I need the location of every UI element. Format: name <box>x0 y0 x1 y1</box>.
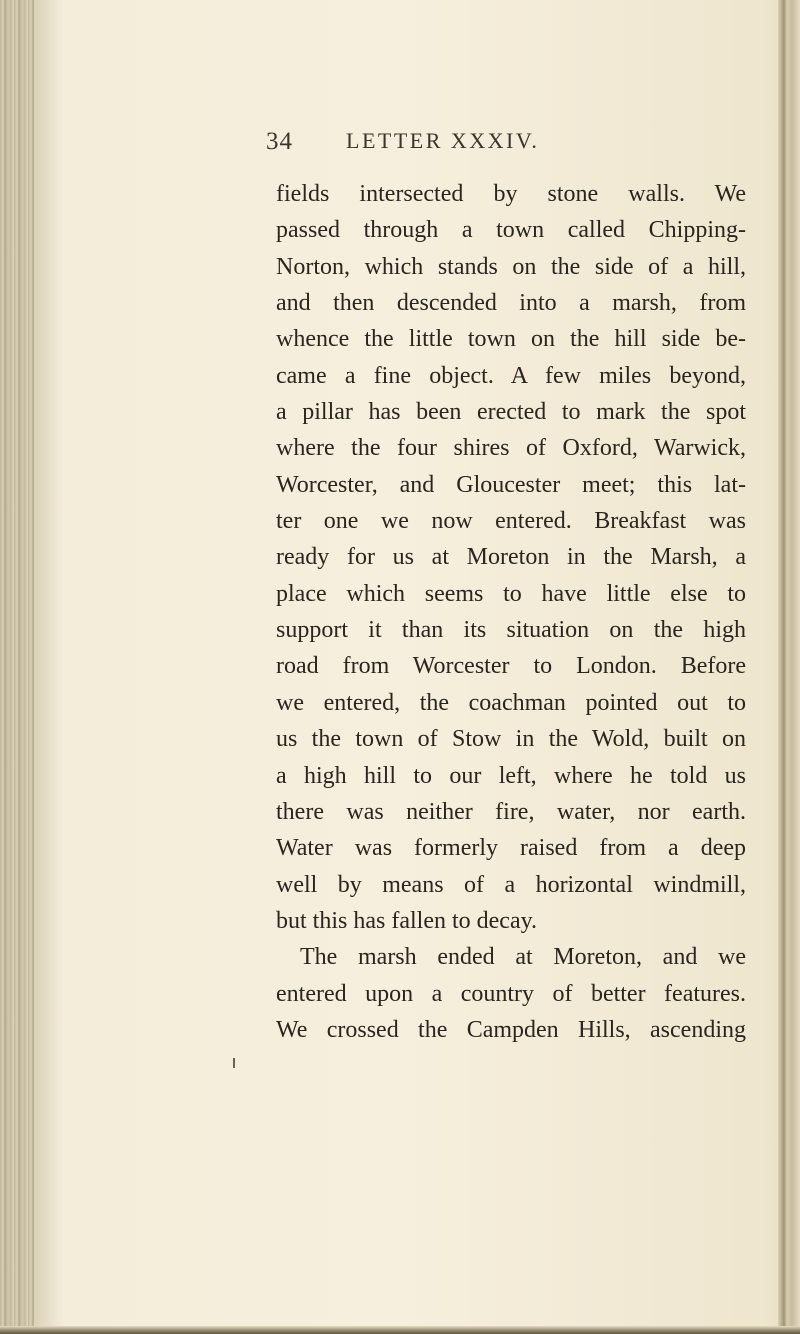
text-line: road from Worcester to London. Before <box>276 653 746 680</box>
text-line: support it than its situation on the high <box>276 617 746 644</box>
text-line: Water was formerly raised from a deep <box>276 835 746 862</box>
text-line: ready for us at Moreton in the Marsh, a <box>276 544 746 571</box>
page-header <box>0 128 800 168</box>
text-line: well by means of a horizontal windmill, <box>276 871 746 898</box>
text-line: The marsh ended at Moreton, and we <box>300 944 746 971</box>
text-line: passed through a town called Chipping- <box>276 217 746 244</box>
text-line: there was neither fire, water, nor earth. <box>276 798 746 825</box>
page-number: 34 <box>266 128 293 155</box>
text-line: a high hill to our left, where he told us <box>276 762 746 789</box>
text-line: Worcester, and Gloucester meet; this lat- <box>276 471 746 498</box>
gutter-shadow <box>34 0 64 1334</box>
text-line: ter one we now entered. Breakfast was <box>276 508 746 535</box>
body-text <box>276 176 746 1048</box>
text-line: whence the little town on the hill side be- <box>276 326 746 353</box>
text-line: fields intersected by stone walls. We <box>276 181 746 207</box>
page-edge <box>778 0 800 1334</box>
text-line: entered upon a country of better features. <box>276 980 746 1007</box>
text-line: place which seems to have little else to <box>276 580 746 607</box>
text-line: and then descended into a marsh, from <box>276 290 746 317</box>
text-line: where the four shires of Oxford, Warwick, <box>276 435 746 462</box>
text-line: came a fine object. A few miles beyond, <box>276 362 746 389</box>
bottom-edge <box>0 1326 800 1334</box>
text-line: We crossed the Campden Hills, ascending <box>276 1016 746 1043</box>
ink-mark <box>233 1058 235 1068</box>
binding-gutter <box>0 0 34 1334</box>
text-line: but this has fallen to decay. <box>276 907 538 934</box>
text-line: a pillar has been erected to mark the spot <box>276 399 746 426</box>
text-line: we entered, the coachman pointed out to <box>276 689 746 716</box>
text-line: us the town of Stow in the Wold, built on <box>276 726 746 753</box>
running-head: LETTER XXXIV. <box>346 128 540 153</box>
text-line: Norton, which stands on the side of a hill, <box>276 253 746 280</box>
